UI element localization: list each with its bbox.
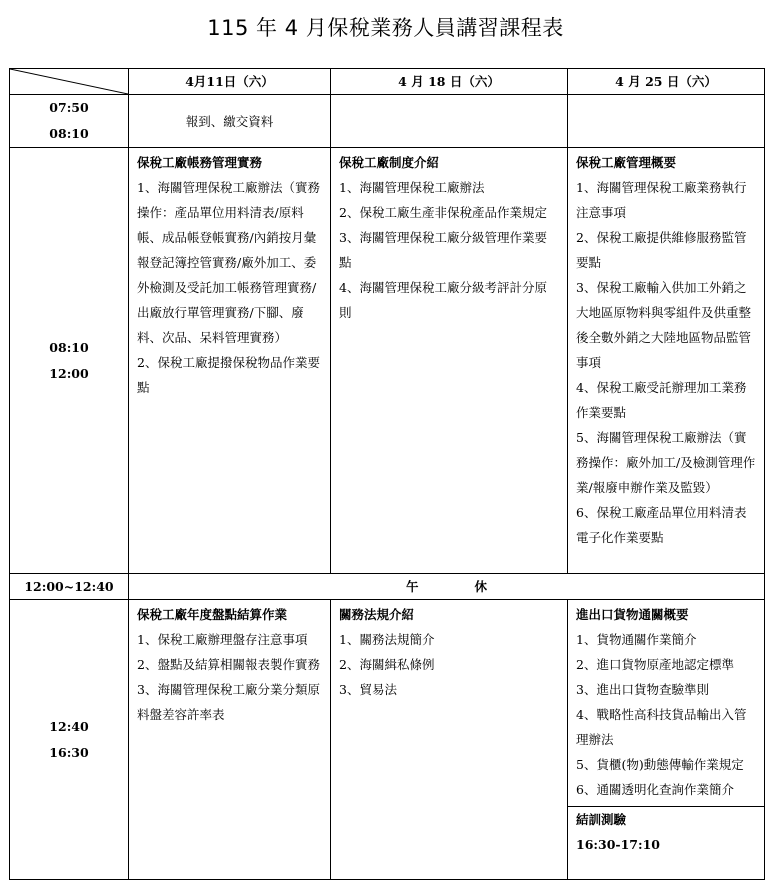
time-start: 12:40 (49, 718, 89, 734)
course-item: 5、海關管理保稅工廠辦法（實務操作：廠外加工/及檢測管理作業/報廢申辦作業及監毀） (576, 430, 756, 495)
time-start: 07:50 (49, 100, 89, 115)
lunch-cell (129, 574, 765, 600)
lunch-time: 12:00~12:40 (10, 574, 129, 600)
course-item: 3、貿易法 (339, 682, 397, 697)
course-heading: 保稅工廠管理概要 (576, 155, 677, 170)
course-item: 2、保稅工廠生產非保稅產品作業規定 (339, 205, 547, 220)
course-item: 1、關務法規簡介 (339, 632, 435, 647)
final-test-label: 結訓測驗 (576, 812, 627, 827)
course-cell (331, 600, 568, 880)
morning-row (10, 148, 765, 574)
course-heading: 保稅工廠帳務管理實務 (137, 155, 263, 170)
course-item: 1、海關管理保稅工廠辦法（實務操作：產品單位用料清表/原料帳、成品帳登帳實務/內銷按月彙報登記簿控管實務/廠外加工、委外檢測及受託加工帳務管理實務/出廠放行單管理實務/下腳、廢料、次品、呆料管理實務） (137, 180, 320, 345)
course-item: 6、保稅工廠產品單位用料清表電子化作業要點 (576, 505, 747, 545)
course-item: 6、通關透明化查詢作業簡介 (576, 782, 734, 797)
time-end: 12:00 (49, 365, 89, 381)
course-item: 5、貨櫃(物)動態傳輸作業規定 (576, 757, 744, 772)
header-date-2: 4 月 18 日（六） (331, 69, 568, 95)
empty-cell (331, 95, 568, 148)
course-item: 3、進出口貨物查驗準則 (576, 682, 709, 697)
diagonal-line (10, 69, 128, 94)
time-end: 08:10 (49, 126, 89, 141)
header-row (10, 69, 765, 95)
course-item: 3、保稅工廠輸入供加工外銷之大地區原物料與零組件及供重整後全數外銷之大陸地區物品監管事項 (576, 280, 752, 370)
course-cell (129, 148, 331, 574)
course-cell (331, 148, 568, 574)
page-title: 115 年 4 月保稅業務人員講習課程表 (207, 16, 564, 40)
course-item: 1、保稅工廠辦理盤存注意事項 (137, 632, 308, 647)
time-end: 16:30 (49, 744, 89, 760)
lunch-label: 午 (405, 579, 419, 594)
header-date-1: 4月11日（六） (129, 69, 331, 95)
course-item: 3、海關管理保稅工廠分級管理作業要點 (339, 230, 547, 270)
corner-cell (10, 69, 129, 95)
course-item: 2、進口貨物原產地認定標準 (576, 657, 734, 672)
registration-cell: 報到、繳交資料 (129, 95, 331, 148)
time-cell (10, 600, 129, 880)
time-cell (10, 95, 129, 148)
final-test-block (568, 806, 764, 857)
time-start: 08:10 (49, 339, 89, 355)
course-item: 2、盤點及結算相關報表製作實務 (137, 657, 320, 672)
course-item: 1、海關管理保稅工廠辦法 (339, 180, 485, 195)
course-item: 4、海關管理保稅工廠分級考評計分原則 (339, 280, 547, 320)
course-heading: 進出口貨物通關概要 (576, 607, 689, 622)
header-date-3: 4 月 25 日（六） (568, 69, 765, 95)
course-item: 1、貨物通關作業簡介 (576, 632, 697, 647)
course-cell (129, 600, 331, 880)
course-item: 1、海關管理保稅工廠業務執行注意事項 (576, 180, 747, 220)
lunch-row (10, 574, 765, 600)
schedule-table (9, 68, 765, 880)
course-cell (568, 148, 765, 574)
afternoon-row (10, 600, 765, 880)
course-item: 4、保稅工廠受託辦理加工業務作業要點 (576, 380, 747, 420)
time-cell (10, 148, 129, 574)
course-item: 4、戰略性高科技貨品輸出入管理辦法 (576, 707, 747, 747)
course-item: 2、保稅工廠提撥保稅物品作業要點 (137, 355, 320, 395)
course-item: 3、海關管理保稅工廠分業分類原料盤差容許率表 (137, 682, 320, 722)
course-heading: 關務法規介紹 (339, 607, 415, 622)
course-heading: 保稅工廠年度盤點結算作業 (137, 607, 288, 622)
lunch-label: 休 (474, 579, 488, 594)
course-item: 2、海關緝私條例 (339, 657, 435, 672)
empty-cell (568, 95, 765, 148)
course-cell (568, 600, 765, 880)
final-test-time: 16:30-17:10 (576, 837, 660, 852)
course-item: 2、保稅工廠提供維修服務監管要點 (576, 230, 747, 270)
course-heading: 保稅工廠制度介紹 (339, 155, 440, 170)
registration-row (10, 95, 765, 148)
